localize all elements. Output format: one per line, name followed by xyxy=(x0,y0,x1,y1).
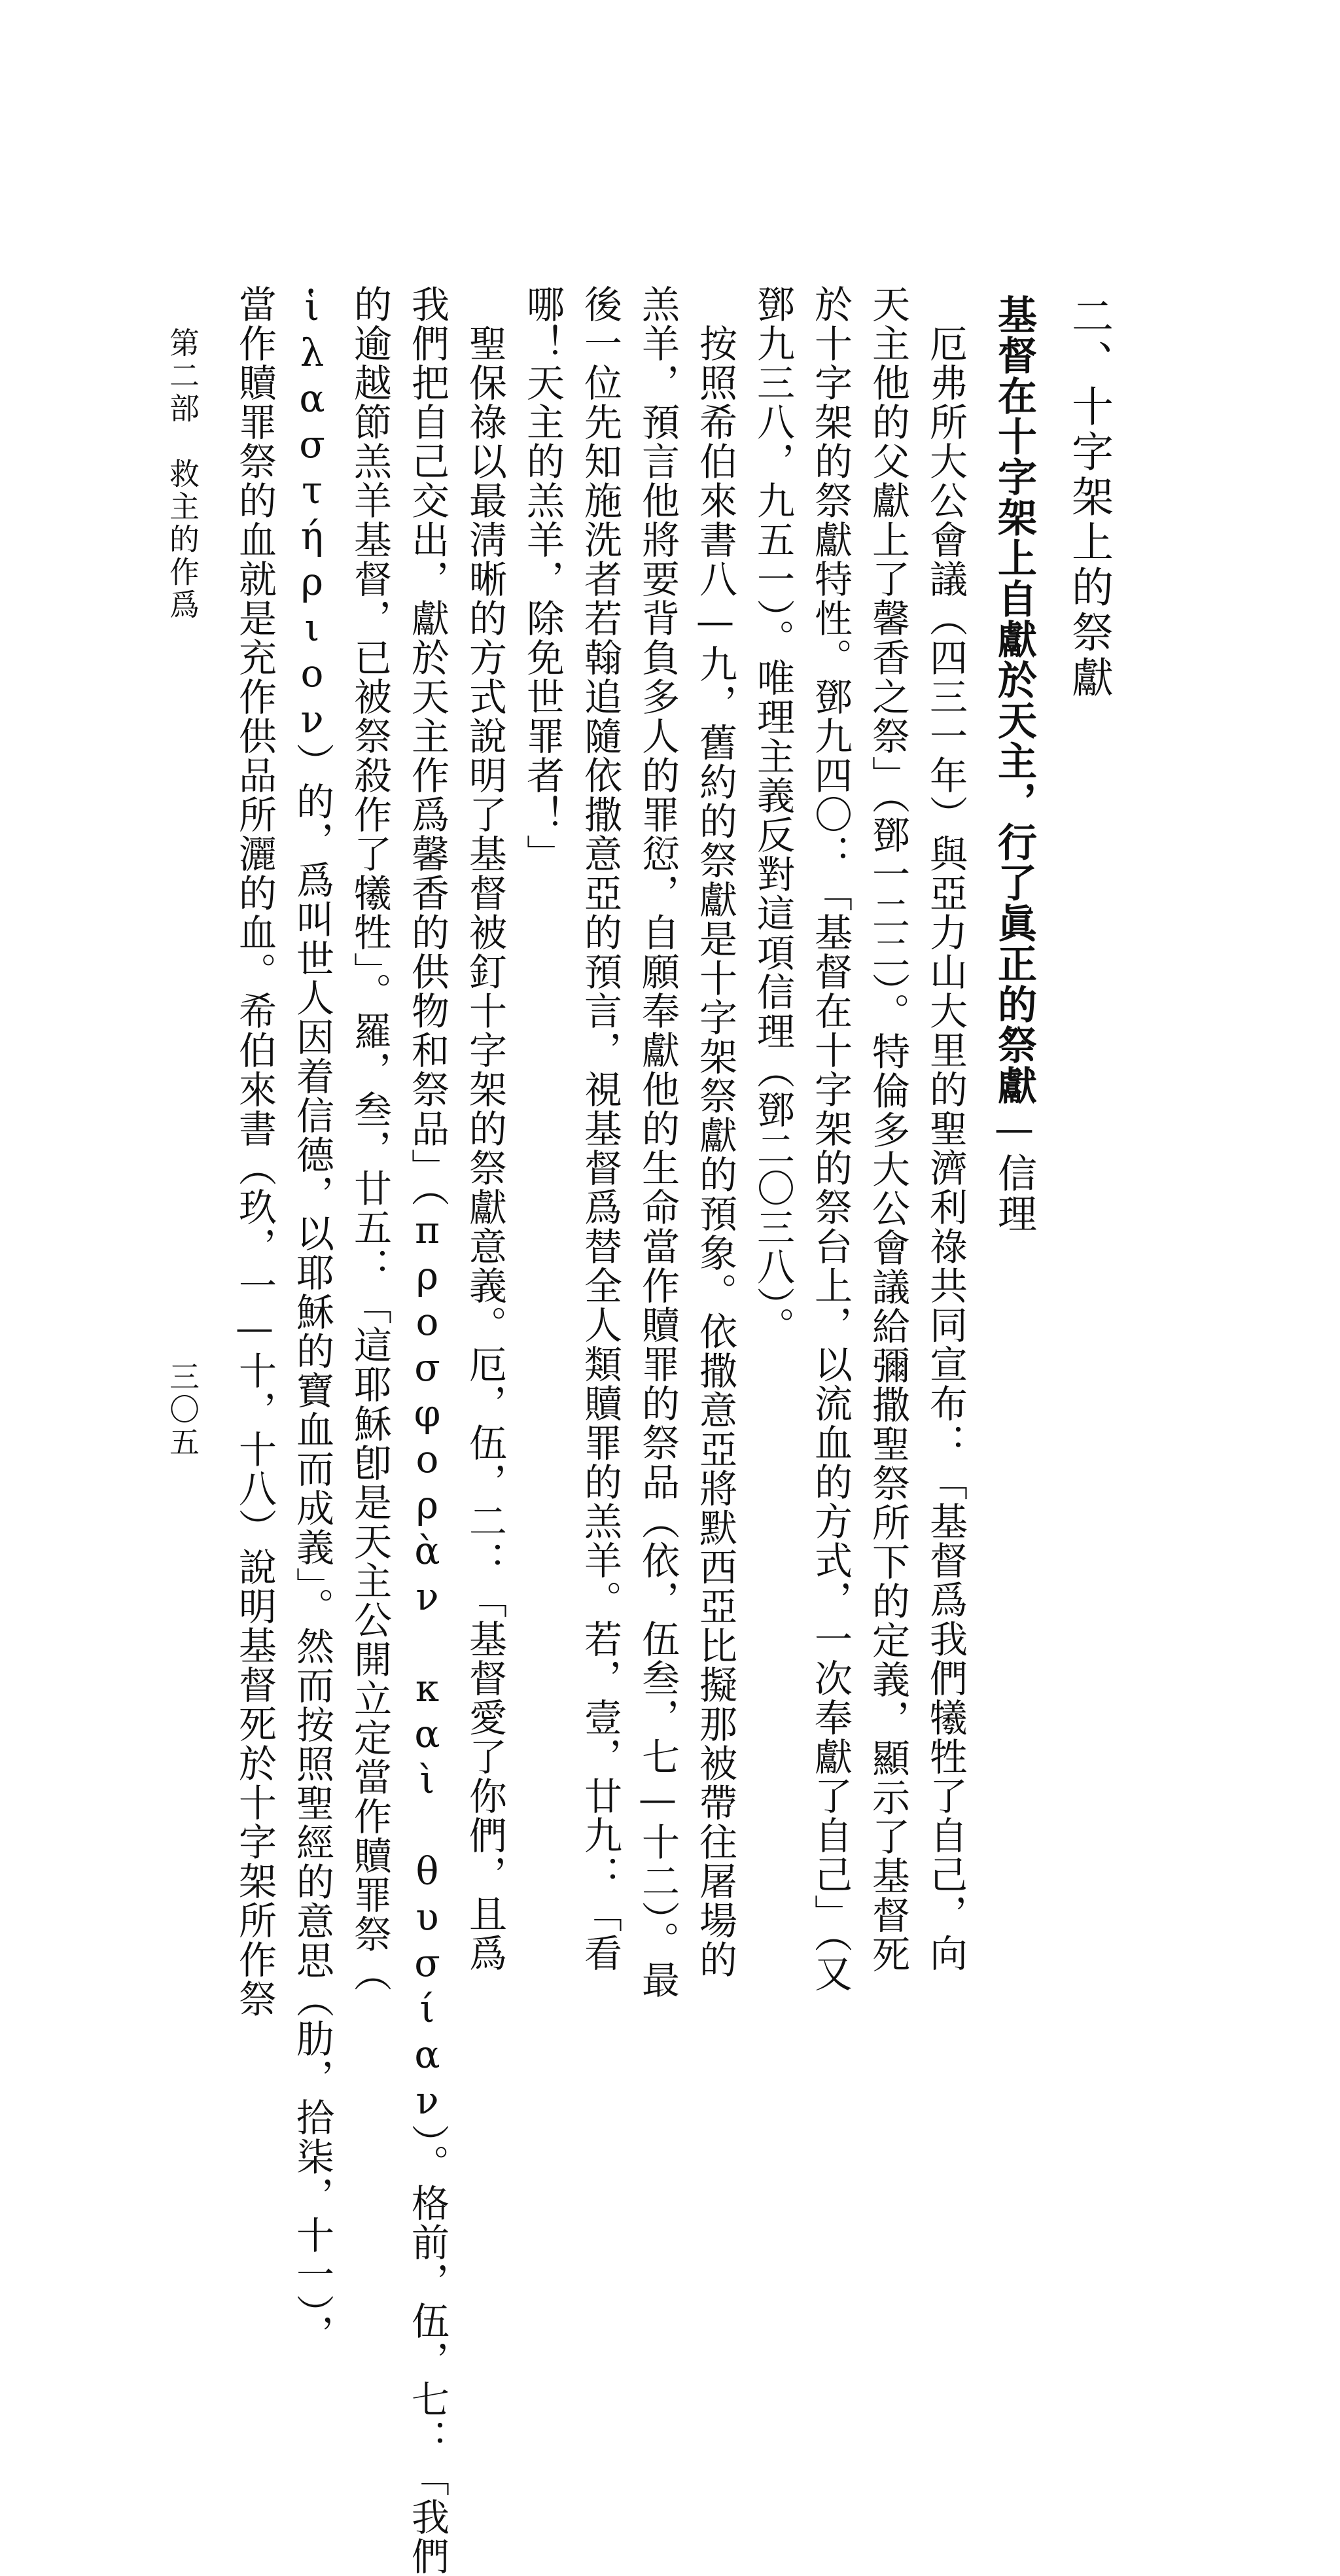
section-title: 二、十字架上的祭獻 xyxy=(1065,294,1113,701)
text-column-4: 鄧九三八，九五一）。唯理主義反對這項信理（鄧二〇三八）。 xyxy=(750,285,795,1346)
heading xyxy=(991,294,1037,1234)
text-column-11: 的逾越節羔羊基督，已被祭殺作了犧牲」。羅，叁，廿五：「這耶穌卽是天主公開立定當作贖罪祭（ xyxy=(347,285,392,1993)
text-column-3: 於十字架的祭獻特性。鄧九四〇：「基督在十字架的祭台上，以流血的方式，一次奉獻了自己」（又 xyxy=(808,285,853,1993)
text-column-1: 厄弗所大公會議（四三一年）與亞力山大里的聖濟利祿共同宣布：「基督爲我們犧牲了自己，向 xyxy=(923,324,968,1973)
text-column-12: ἱλαστήριον）的，爲叫世人因着信德，以耶穌的寶血而成義」。然而按照聖經的意思（肋，拾柒，十一）， xyxy=(290,285,334,2354)
text-column-10: 我們把自己交出，獻於天主作爲馨香的供物和祭品」（προσφορὰν καὶ θυσίαν）。格前，伍，七：「我們 xyxy=(405,285,450,2576)
text-column-5: 按照希伯來書八—九，舊約的祭獻是十字架祭獻的預象。依撒意亞將默西亞比擬那被帶往屠場的 xyxy=(693,324,737,1979)
text-column-7: 後一位先知施洗者若翰追隨依撒意亞的預言，視基督爲替全人類贖罪的羔羊。若，壹，廿九：「看 xyxy=(578,285,622,1973)
text-column-6: 羔羊，預言他將要背負多人的罪愆，自願奉獻他的生命當作贖罪的祭品（依，伍叁，七—十二）。最 xyxy=(635,285,680,2000)
running-footer: 第二部 救主的作爲 xyxy=(165,327,200,622)
text-column-2: 天主他的父獻上了馨香之祭」（鄧一二二）。特倫多大公會議給彌撒聖祭所下的定義，顯示了基督死 xyxy=(866,285,910,1974)
heading-bold: 基督在十字架上自獻於天主，行了眞正的祭獻 xyxy=(991,294,1037,1106)
heading-suffix: —信理 xyxy=(991,1106,1037,1234)
text-column-9: 聖保祿以最淸晰的方式說明了基督被釘十字架的祭獻意義。厄，伍，二：「基督愛了你們，且爲 xyxy=(463,324,507,1973)
page-number: 三〇五 xyxy=(165,1361,200,1459)
text-column-13: 當作贖罪祭的血就是充作供品所灑的血。希伯來書（玖，一—十，十八）說明基督死於十字架所作祭 xyxy=(232,285,277,2019)
text-column-8: 哪！天主的羔羊，除免世罪者！」 xyxy=(520,285,565,873)
